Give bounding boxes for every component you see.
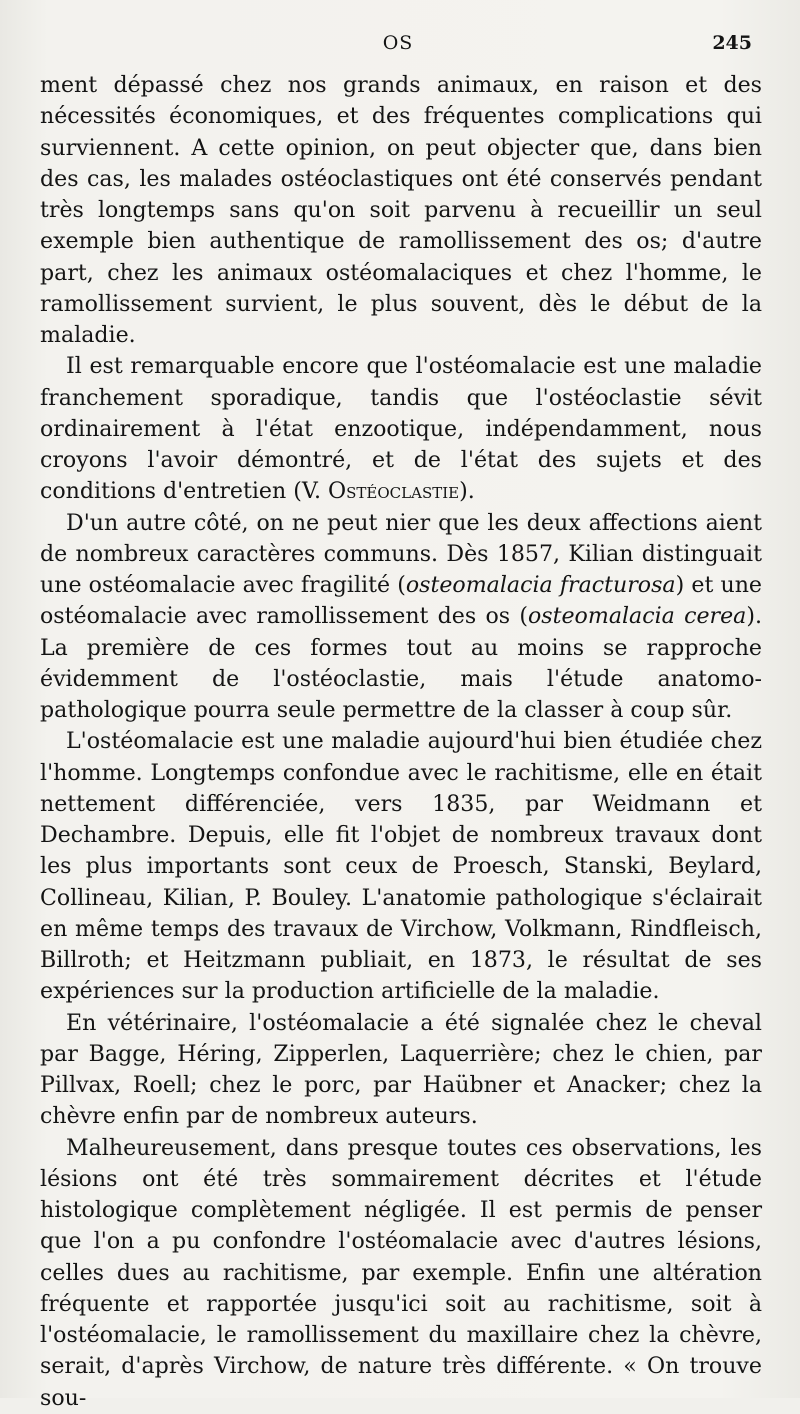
paragraph-lesions [40, 1133, 762, 1414]
paragraph-text: ) et une ostéomalacie avec ramollissement des os ( [40, 572, 763, 630]
paragraph-common-traits [40, 508, 762, 727]
paragraph-human-studies [40, 726, 762, 1007]
page-number: 245 [712, 32, 752, 54]
latin-term: osteomalacia cerea [527, 603, 747, 630]
running-head-title: OS [382, 32, 414, 54]
paragraph-text: ment dépassé chez nos grands animaux, en raison et des nécessités économiques, et des fréquentes complications qui surviennent. A cette opinion, on peut objecter que, dans bien des cas, les malades ostéoclastiques ont été conservés pendant très longtemps sans qu'on soit parvenu à recueillir un seul exemple bien authentique de ramollissement des os; d'autre part, chez les animaux ostéomalaciques et chez l'homme, le ramollissement survient, le plus souvent, dès le début de la maladie. [40, 72, 762, 348]
paragraph-sporadic [40, 351, 762, 507]
cross-reference: Ostéoclastie [328, 478, 460, 505]
paragraph-text: ). [459, 478, 475, 505]
paragraph-text: ). La première de ces formes tout au moins se rapproche évidemment de l'ostéoclastie, mais l'étude anatomo-pathologique pourra seule permettre de la classer à coup sûr. [40, 603, 762, 723]
paragraph-text: Malheureusement, dans presque toutes ces observations, les lésions ont été très sommairement décrites et l'étude histologique complètement négligée. Il est permis de penser que l'on a pu confondre l'ostéomalacie avec d'autres lésions, celles dues au rachitisme, par exemple. Enfin une altération fréquente et rapportée jusqu'ici soit au rachitisme, soit à l'ostéomalacie, le ramollissement du maxillaire chez la chèvre, serait, d'après Virchow, de nature très différente. « On trouve sou- [40, 1134, 762, 1411]
paragraph-text: Il est remarquable encore que l'ostéomalacie est une maladie franchement sporadique, tandis que l'ostéoclastie sévit ordinairement à l'état enzootique, indépendamment, nous croyons l'avoir démontré, et de l'état des sujets et des conditions d'entretien (V. [40, 353, 762, 505]
running-head [38, 32, 758, 58]
paragraph-veterinary [40, 1008, 762, 1133]
body-text [40, 70, 762, 1414]
latin-term: osteomalacia fracturosa [405, 572, 676, 598]
paragraph-text: En vétérinaire, l'ostéomalacie a été signalée chez le cheval par Bagge, Héring, Zipperlen, Laquerrière; chez le chien, par Pillvax, Roell; chez le porc, par Haübner et Anacker; chez la chèvre enfin par de nombreux auteurs. [40, 1009, 762, 1130]
paragraph-continuation [40, 70, 762, 351]
paragraph-text: L'ostéomalacie est une maladie aujourd'hui bien étudiée chez l'homme. Longtemps confondue avec le rachitisme, elle en était nettement différenciée, vers 1835, par Weidmann et Dechambre. Depuis, elle fit l'objet de nombreux travaux dont les plus importants sont ceux de Proesch, Stanski, Beylard, Collineau, Kilian, P. Bouley. L'anatomie pathologique s'éclairait en même temps des travaux de Virchow, Volkmann, Rindfleisch, Billroth; et Heitzmann publiait, en 1873, le résultat de ses expériences sur la production artificielle de la maladie. [40, 728, 762, 1005]
paragraph-text: D'un autre côté, on ne peut nier que les deux affections aient de nombreux caractères communs. Dès 1857, Kilian distinguait une ostéomalacie avec fragilité ( [40, 509, 762, 598]
